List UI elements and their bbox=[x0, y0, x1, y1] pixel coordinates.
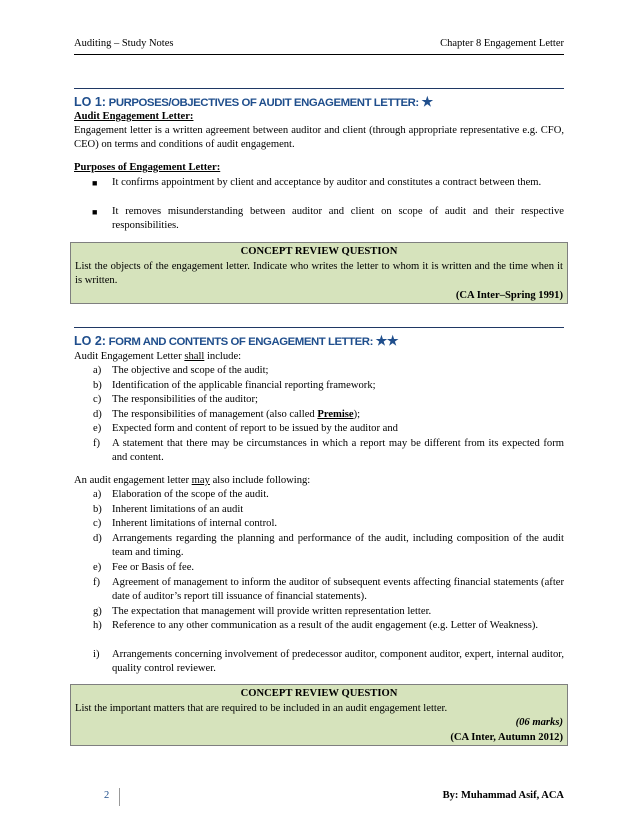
may-item-c bbox=[93, 517, 564, 531]
shall-intro bbox=[74, 350, 564, 364]
may-item-a bbox=[93, 488, 564, 502]
lo2-title: FORM AND CONTENTS OF ENGAGEMENT LETTER: bbox=[108, 336, 373, 348]
item-key: b) bbox=[93, 504, 102, 515]
square-bullet-icon: ■ bbox=[92, 207, 98, 217]
concept-review-box-1 bbox=[70, 242, 568, 304]
item-text: The expectation that management will provide written representation letter. bbox=[112, 606, 432, 617]
header-left: Auditing – Study Notes bbox=[74, 38, 174, 49]
lo2-number: LO 2: bbox=[74, 334, 106, 348]
lo1-heading bbox=[74, 94, 433, 110]
page-footer bbox=[74, 790, 564, 806]
purpose-bullet-1 bbox=[92, 176, 564, 190]
item-key: c) bbox=[93, 518, 102, 529]
item-key: d) bbox=[93, 533, 102, 544]
shall-item-e bbox=[93, 422, 564, 436]
review-question: List the objects of the engagement letter. Indicate who writes the letter to whom it is written and the time when it is written. bbox=[75, 260, 563, 286]
item-key: b) bbox=[93, 380, 102, 391]
item-text-end: ); bbox=[353, 409, 361, 420]
item-text: Agreement of management to inform the auditor of subsequent events affecting financial statements (after date of auditor’s report till issuance of financial statements). bbox=[112, 577, 564, 603]
shall-item-c bbox=[93, 393, 564, 407]
review-heading: CONCEPT REVIEW QUESTION bbox=[240, 688, 398, 699]
shall-word: shall bbox=[184, 351, 205, 362]
may-word: may bbox=[191, 475, 210, 486]
may-item-d bbox=[93, 532, 564, 560]
shall-intro-pre: Audit Engagement Letter bbox=[74, 351, 185, 362]
premise-term: Premise bbox=[317, 409, 354, 420]
star-icon: ★ bbox=[421, 94, 433, 109]
concept-review-box-2 bbox=[70, 684, 568, 746]
purposes-heading: Purposes of Engagement Letter: bbox=[74, 162, 221, 173]
review-source: (CA Inter–Spring 1991) bbox=[455, 289, 563, 301]
item-text: Arrangements regarding the planning and performance of the audit, including composition of the audit team and timing. bbox=[112, 533, 564, 559]
item-key: d) bbox=[93, 409, 102, 420]
item-key: a) bbox=[93, 489, 102, 500]
item-text: Expected form and content of report to be issued by the auditor and bbox=[112, 423, 398, 434]
item-text: Identification of the applicable financial reporting framework; bbox=[112, 380, 376, 391]
definition-text: Engagement letter is a written agreement between auditor and client (through appropriate representative e.g. CFO, CEO) on terms and conditions of audit engagement. bbox=[74, 125, 564, 151]
header-divider bbox=[74, 54, 564, 55]
item-key: e) bbox=[93, 562, 102, 573]
may-item-h bbox=[93, 619, 564, 633]
shall-item-f bbox=[93, 437, 564, 465]
footer-divider bbox=[119, 788, 120, 806]
lo2-divider bbox=[74, 327, 564, 328]
review-question: List the important matters that are required to be included in an audit engagement letter. bbox=[75, 702, 448, 714]
shall-item-b bbox=[93, 379, 564, 393]
item-key: c) bbox=[93, 394, 102, 405]
item-key: f) bbox=[93, 438, 101, 449]
star-icon: ★★ bbox=[375, 333, 399, 348]
header-right: Chapter 8 Engagement Letter bbox=[440, 38, 564, 49]
item-text: Fee or Basis of fee. bbox=[112, 562, 195, 573]
shall-intro-post: include: bbox=[204, 351, 242, 362]
item-text: Elaboration of the scope of the audit. bbox=[112, 489, 269, 500]
shall-item-d bbox=[93, 408, 564, 422]
item-key: a) bbox=[93, 365, 102, 376]
shall-item-a bbox=[93, 364, 564, 378]
may-intro bbox=[74, 474, 564, 488]
may-item-i bbox=[93, 648, 564, 676]
item-text: Inherent limitations of an audit bbox=[112, 504, 244, 515]
item-text: A statement that there may be circumstances in which a report may be different from its expected form and content. bbox=[112, 438, 564, 464]
may-intro-pre: An audit engagement letter bbox=[74, 475, 192, 486]
item-text: The responsibilities of the auditor; bbox=[112, 394, 258, 405]
item-text: The responsibilities of management (also called bbox=[112, 409, 318, 420]
item-text: The objective and scope of the audit; bbox=[112, 365, 269, 376]
item-text: Arrangements concerning involvement of predecessor auditor, component auditor, expert, internal auditor, quality control reviewer. bbox=[112, 649, 564, 675]
review-source: (CA Inter, Autumn 2012) bbox=[450, 731, 563, 743]
purpose-bullet-2 bbox=[92, 205, 564, 233]
lo1-divider bbox=[74, 88, 564, 89]
lo1-number: LO 1: bbox=[74, 95, 106, 109]
review-heading: CONCEPT REVIEW QUESTION bbox=[240, 246, 398, 257]
purpose-bullet-text: It confirms appointment by client and acceptance by auditor and constitutes a contract between them. bbox=[112, 177, 542, 188]
review-marks: (06 marks) bbox=[515, 717, 563, 728]
page-header bbox=[74, 38, 564, 52]
page-number: 2 bbox=[104, 790, 110, 801]
may-intro-post: also include following: bbox=[209, 475, 311, 486]
lo2-heading bbox=[74, 333, 398, 349]
item-key: i) bbox=[93, 649, 100, 660]
item-key: g) bbox=[93, 606, 102, 617]
footer-author: By: Muhammad Asif, ACA bbox=[442, 790, 564, 801]
item-key: h) bbox=[93, 620, 102, 631]
lo1-title: PURPOSES/OBJECTIVES OF AUDIT ENGAGEMENT LETTER: bbox=[108, 97, 419, 109]
purpose-bullet-text: It removes misunderstanding between auditor and client on scope of audit and their respective responsibilities. bbox=[112, 206, 564, 232]
item-key: f) bbox=[93, 577, 101, 588]
square-bullet-icon: ■ bbox=[92, 178, 98, 188]
item-key: e) bbox=[93, 423, 102, 434]
may-item-f bbox=[93, 576, 564, 604]
may-item-e bbox=[93, 561, 564, 575]
may-item-g bbox=[93, 605, 564, 619]
definition-heading: Audit Engagement Letter: bbox=[74, 111, 194, 122]
item-text: Reference to any other communication as a result of the audit engagement (e.g. Letter of Weakness). bbox=[112, 620, 539, 631]
may-item-b bbox=[93, 503, 564, 517]
item-text: Inherent limitations of internal control. bbox=[112, 518, 278, 529]
